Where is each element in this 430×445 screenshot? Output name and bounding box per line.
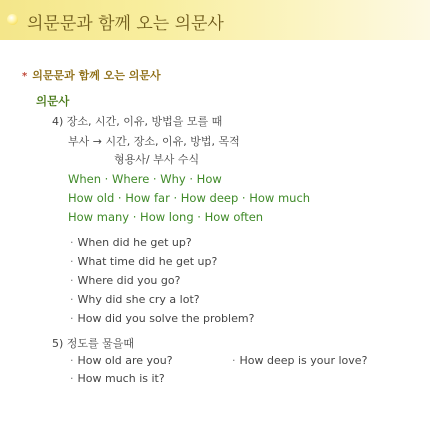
example-sentence: · Why did she cry a lot? [70,293,200,306]
example-sentence: · What time did he get up? [70,255,218,268]
example-sentence: · How much is it? [70,372,165,385]
adverb-line: 부사 → 시간, 장소, 이유, 방법, 목적 [68,135,240,148]
example-sentence: · How old are you? [70,354,173,367]
example-sentence: · How deep is your love? [232,354,368,367]
section-title-text: 의문문과 함께 오는 의문사 [32,69,161,82]
header-bullet-icon [7,14,18,25]
example-sentence: · Where did you go? [70,274,181,287]
header-bar [0,0,430,40]
modifier-line: 형용사/ 부사 수식 [114,153,200,166]
section-title [22,67,161,83]
word-row: How many · How long · How often [68,210,264,224]
item4-heading: 4) 장소, 시간, 이유, 방법을 모를 때 [52,115,223,128]
page-title: 의문문과 함께 오는 의문사 [27,14,224,34]
word-row: When · Where · Why · How [68,172,222,186]
word-row: How old · How far · How deep · How much [68,191,311,205]
example-sentence: · How did you solve the problem? [70,312,255,325]
example-sentence: · When did he get up? [70,236,192,249]
asterisk-bullet-icon: * [22,71,28,82]
subsection-title: 의문사 [36,94,70,108]
item5-heading: 5) 정도를 물을때 [52,337,135,350]
